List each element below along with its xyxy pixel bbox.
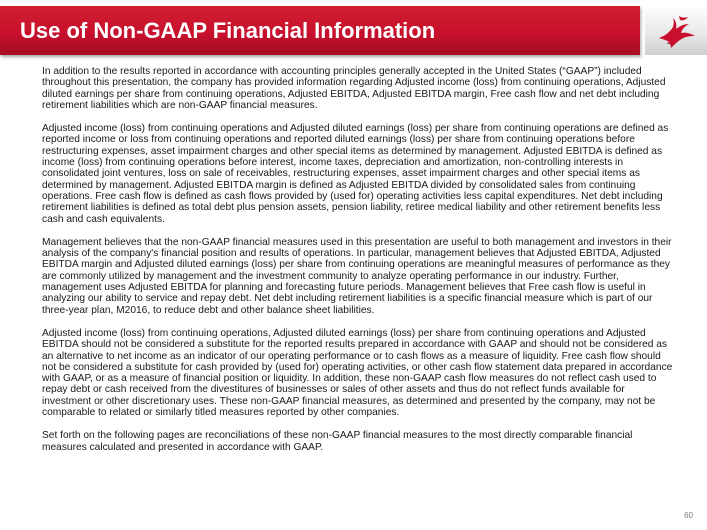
paragraph-limitations: Adjusted income (loss) from continuing operations, Adjusted diluted earnings (loss) per share from continuing operations and Adjusted EBITDA should not be considered a substitute for the reported results prepared in accordance with GAAP and should not be considered as an alternative to net income as an indicator of our operating performance or to cash flows as a measure of liquidity. Free cash flow should not be considered a substitute for cash provided by (used for) operating activities, or other cash flow statement data prepared in accordance with GAAP, or as a measure of financial position or liquidity. In addition, these non-GAAP cash flow measures do not reflect cash used to repay debt or cash received from the divestitures of businesses or sales of other assets and thus do not reflect funds available for investment or other discretionary uses. These non-GAAP financial measures, as determined and presented by the company, may not be comparable to related or similarly titled measures reported by other companies. — [42, 327, 673, 419]
winged-bull-logo-icon — [655, 12, 699, 50]
paragraph-intro: In addition to the results reported in accordance with accounting principles generally accepted in the United States (“GAAP”) included throughout this presentation, the company has provided information regarding Adjusted income (loss) from continuing operations, Adjusted diluted earnings per share from continuing operations, Adjusted EBITDA, Adjusted EBITDA margin, Free cash flow and net debt including retirement liabilities which are non-GAAP financial measures. — [42, 66, 666, 111]
page-number: 60 — [684, 511, 693, 520]
page-title: Use of Non-GAAP Financial Information — [20, 18, 436, 43]
paragraph-management-rationale: Management believes that the non-GAAP financial measures used in this presentation are useful to both management and investors in their analysis of the company's financial position and results of operations. In particular, management believes that Adjusted EBITDA, Adjusted EBITDA margin and Adjusted diluted earnings (loss) per share from continuing operations are meaningful measures of performance as they are commonly utilized by management and the investment community to analyze operating performance in our industry. Further, management uses Adjusted EBITDA for planning and forecasting future periods. Management believes that Free cash flow is useful in analyzing our ability to service and repay debt. Net debt including retirement liabilities is a specific financial measure which is part of our three-year plan, M2016, to reduce debt and other balance sheet liabilities. — [42, 236, 672, 316]
paragraph-definitions: Adjusted income (loss) from continuing operations and Adjusted diluted earnings (loss) per share from continuing operations are defined as reported income or loss from continuing operations and reported diluted earnings (loss) per share from continuing operations before restructuring expenses, asset impairment charges and other special items as determined by management. Adjusted EBITDA is defined as income (loss) from continuing operations before interest, income taxes, depreciation and amortization, non-controlling interests in consolidated joint ventures, loss on sale of receivables, restructuring expenses, asset impairment charges and other special items as determined by management. Adjusted EBITDA margin is defined as Adjusted EBITDA divided by consolidated sales from continuing operations. Free cash flow is defined as cash flows provided by (used for) operating activities less capital expenditures. Net debt including retirement liabilities is defined as total debt plus pension assets, pension liability, retiree medical liability and other retirement benefits less cash and cash equivalents. — [42, 123, 669, 225]
logo-box — [645, 6, 707, 55]
body-text — [42, 66, 676, 465]
paragraph-reconciliations: Set forth on the following pages are reconciliations of these non-GAAP financial measures to the most directly comparable financial measures calculated and presented in accordance with GAAP. — [42, 430, 633, 453]
title-bar — [0, 6, 640, 55]
